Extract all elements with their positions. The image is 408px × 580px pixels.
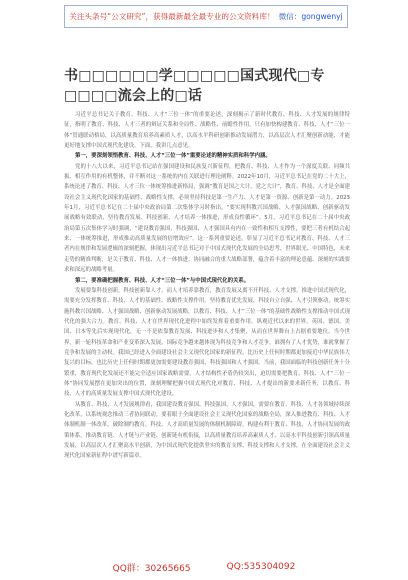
banner-promo-text: 关注头条号“公文研究”，获得最新最全最专业的公文资料库！ — [69, 12, 275, 21]
footer-qq-group: QQ群：30265665 — [112, 563, 191, 574]
paragraph-section-2b: 从教育、科技、人才发展规律看，我国建设教育强国、科技强国、人才强国，需要在教育、科技、人才各领域持续深化改革，以系统观念推动三者协同联动。要着眼于全面建设社会主义现代化国家的战略全局，深入推进教育、科技、人才体制机制一体改革，破除制约教育、科技、人才高质量发展的体制机制障碍，构建有利于教育、科技、人才协同发展的政策体系，推动教育链、人才链与产业链、创新链有机衔接，以高质量教育培养高素质人才、以高水平科技创新引领高质量发展、以高层次人才汇聚高水平创新，为中国式现代化提供坚实的教育支撑、科技支撑和人才支撑，在全面建设社会主义现代化国家新征程中谱写新篇章。 — [64, 401, 350, 460]
document-title: 书□□□□□□学□□□□□国式现代□专□□□□流会上的□话 — [64, 68, 325, 104]
banner-wechat-text: 微信：gongwenyj — [278, 12, 343, 21]
section-heading-1: 第一，要深刻领悟教育、科技、人才“三位一体”重要论述的精神实质和科学内涵。 — [75, 153, 271, 160]
paragraph-intro: 习近平总书记关于教育、科技、人才“三位一体”的重要论述，深刻揭示了新时代教育、科技、人才发展的规律特征，指明了教育、科技、人才三者的辩证关系和全局性、战略性、前瞻性作用，只有加快构建教育、科技、人才“三位一体”贯通联动格局，以高质量教育培养高素质人才，以高水平科研创新推动发展潜力，以高层次人才汇聚创新动能，才能更好地支撑中国式现代化建设。下面，我讲几点意见。 — [64, 112, 350, 150]
document-body — [64, 110, 350, 462]
top-promo-banner — [64, 5, 348, 28]
footer-contact — [0, 556, 408, 578]
paragraph-section-2: 发展要靠科技创新，科技创新靠人才，而人才培养靠教育，教育发展又离不开科技、人才支撑。推进中国式现代化，需要充分发挥教育、科技、人才的基础性、战略性支撑作用，坚持教育优先发展、科技自立自强、人才引领驱动，统筹实施科教兴国战略、人才强国战略、创新驱动发展战略，以教育、科技、人才“三位一体”的基础性战略性支撑推动中国式现代化的强大合力。教育、科技、人才在世界现代化进程中始终发挥着重要作用。纵观近代以来的世界，英国、德国、美国、日本等先后实现现代化，无一不是依靠教育发展、科技进步和人才集聚，从而在世界舞台上占据重要地位。当今世界，新一轮科技革命和产业变革深入发展，国际竞争越来越体现为科技竞争和人才竞争，谁拥有了人才优势，谁就掌握了竞争和发展的主动权。我国已经进入全面建设社会主义现代化国家的新征程，比历史上任何时期都更加接近中华民族伟大复兴的目标，也比历史上任何时期都更加需要建设教育强国、科技强国和人才强国。当前，我国面临的科技创新任务十分繁重，教育现代化发展还不能完全适应国家战略需要，人才结构性矛盾仍较突出，迫切需要把教育、科技、人才“三位一体”协同发展摆在更加突出的位置，深刻理解把握中国式现代化对教育、科技、人才提出的新要求新任务，以教育、科技、人才的高质量发展支撑中国式现代化建设。 — [64, 287, 350, 398]
footer-qq: QQ:535304092 — [226, 562, 296, 572]
paragraph-section-1: 党的十八大以来，习近平总书记站在强国建设和民族复兴新征程，把教育、科技、人才作为一个深度关联、同频共振、相互作用的有机整体，并不断对这一系统的内在关联进行理论阐释。2022年10月，习近平总书记在党的二十大上，系统论述了教育、科技、人才三位一体统筹推进新格局，强调“教育是国之大计、党之大计”，教育、科技、人才是全面建设社会主义现代化国家的基础性、战略性支撑，必须坚持科技是第一生产力、人才是第一资源、创新是第一动力。2023年1月，习近平总书记在二十届中央政治局第二次集体学习时指出，“要实现科教兴国战略、人才强国战略、创新驱动发展战略有效联动，坚持教育发展、科技创新、人才培养一体推进，形成良性循环”。5月，习近平总书记在二十届中央政治局第五次集体学习时强调，“建设教育强国，科技强国、人才强国具有内在一致性和相互支撑性，要把三者有机结合起来、一体统筹推进，形成推动高质量发展的倍增效应”。这一系列重要论述，彰显了习近平总书记对教育、科技、人才三者内在规律和发展逻辑的深刻把握，体现出习近平总书记对于中国式现代化发展的全局思考、世界眼光、中国特色，未来走势的精准判断，是关于教育、科技、人才一体推进、协同融合的重大战略部署，蕴含着丰富的理论意蕴、深刻的实践要求和深远的战略考量。 — [64, 163, 350, 274]
section-heading-2: 第二，要准确把握教育、科技、人才“三位一体”与中国式现代化的关系。 — [75, 277, 250, 284]
